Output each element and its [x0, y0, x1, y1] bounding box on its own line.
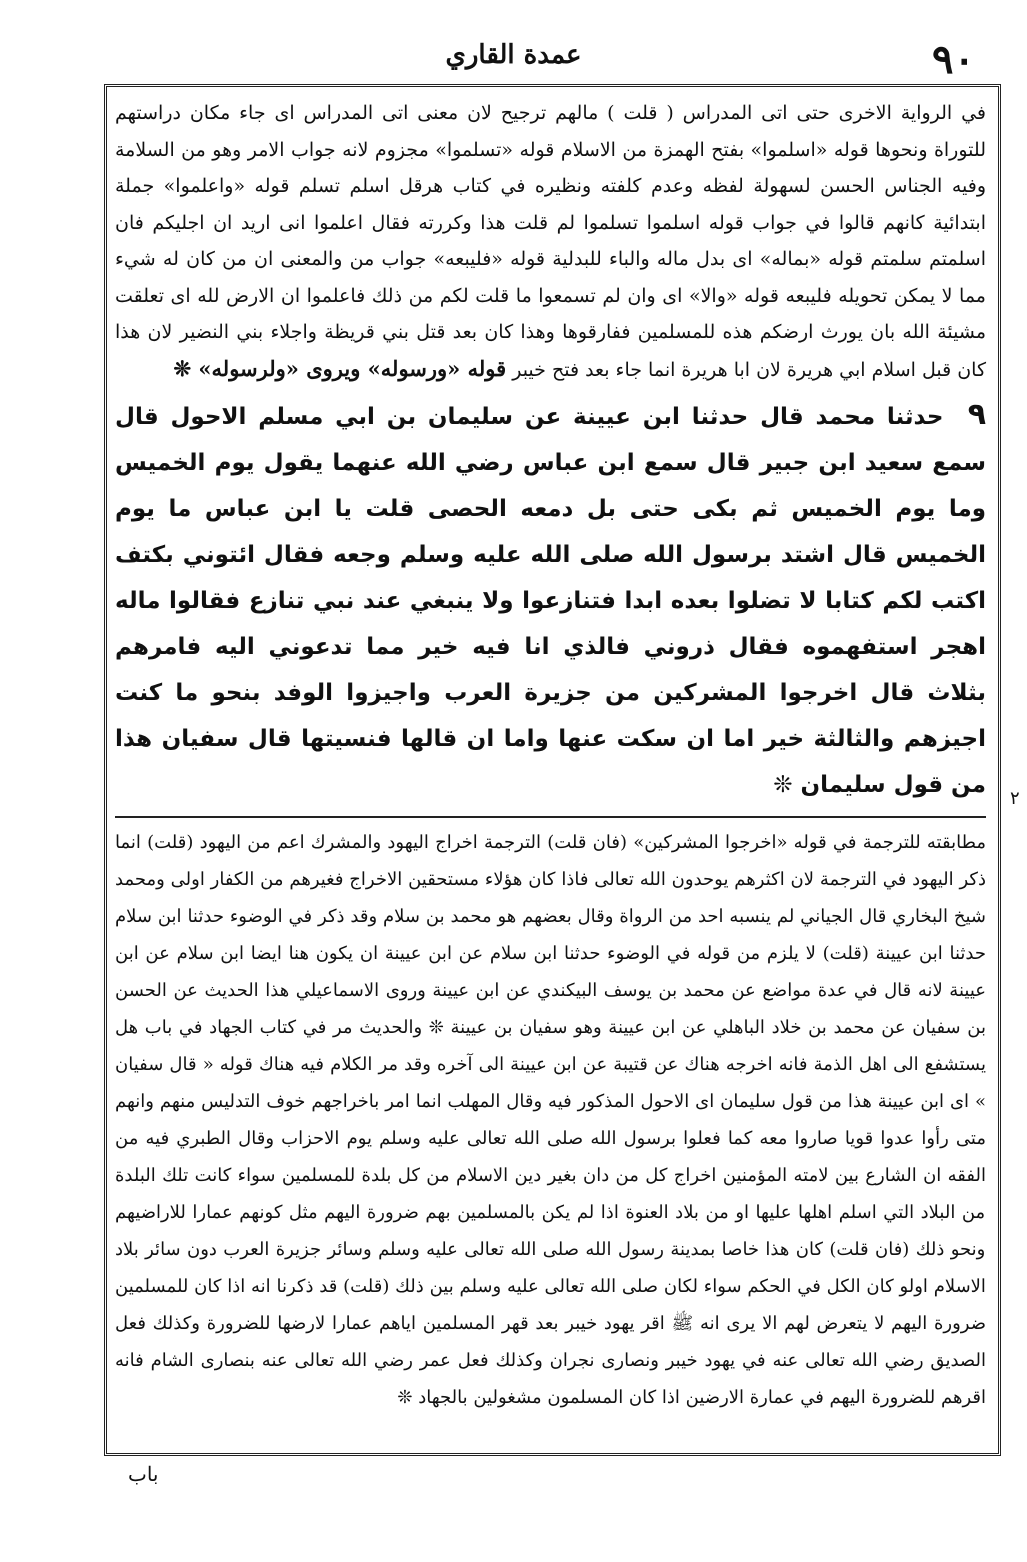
commentary-line: في الرواية الاخرى حتى اتى المدراس ( قلت ) مالهم ترجيح لان معنى اتى المدراس اى جاء مكان دراستهم للتوراة — [115, 102, 986, 161]
commentary-line: وهذا كان بعد قتل بني قريظة واجلاء بني النضير لان هذا كان قبل اسلام ابي هريرة لان ابا هريرة انما جاء بعد فتح خيبر — [115, 321, 986, 381]
sharh-line: فعل الصديق رضي الله تعالى عنه في يهود خيبر ونصارى نجران وكذلك فعل عمر رضي الله تعالى عنه بنصارى الشام — [115, 1313, 986, 1371]
sharh-line: الحسن بن سفيان عن محمد بن خلاد الباهلي عن ابن عيينة وهو سفيان بن عيينة ❊ والحديث مر في كتاب الجهاد في باب — [115, 980, 986, 1038]
sharh-line: ضرورة اليهم لا يتعرض لهم الا يرى انه ﷺ اقر يهود خيبر بعد قهر المسلمين اياهم عمارا لارضها للضرورة وكذلك — [145, 1313, 986, 1334]
commentary-block — [115, 95, 986, 388]
sharh-line: فيه من الفقه ان الشارع بين لامته المؤمنين اخراج كل من دان بغير دين الاسلام من كل بلدة للمسلمين سواء كانت تلك — [115, 1128, 986, 1186]
separator-rule — [115, 816, 986, 818]
margin-mark: ٢ — [1010, 788, 1020, 809]
commentary-line: وان لم تسمعوا ما قلت لكم من ذلك فاعلموا ان الارض لله اى تعلقت مشيئة الله بان يورث ارضكم هذه للمسلمين ففارقوها — [115, 284, 986, 343]
sharh-line: سفيان » اى ابن عيينة هذا من قول سليمان اى الاحول المذكور فيه وقال المهلب انما امر باخراجهم خوف التدليس منهم — [115, 1054, 986, 1112]
sharh-line: فانه اقرهم للضرورة اليهم في عمارة الارضين اذا كان المسلمون مشغولين بالجهاد ❊ — [115, 1350, 986, 1408]
commentary-line: قوله «ورسوله» ويروى «ولرسوله» ❊ — [173, 355, 507, 381]
hadith-block — [115, 392, 986, 808]
sharh-line: هل يستشفع الى اهل الذمة فانه اخرجه هناك عن قتيبة عن ابن عيينة الى آخره وقد مر الكلام فيه هناك قوله « قال — [115, 1017, 986, 1075]
commentary-line: في جواب قوله اسلموا تسلموا لم قلت هذا وكررته فقال اعلموا انى اريد ان اجليكم فان اسلمتم سلمتم قوله «بماله» اى — [115, 211, 986, 270]
catchword: باب — [128, 1462, 159, 1486]
sharh-line: الاسلام اولو كان الكل في الحكم سواء لكان صلى الله تعالى عليه وسلم بين ذلك (قلت) قد ذكرنا انه اذا كان للمسلمين — [115, 1276, 986, 1297]
sharh-line: ونحو ذلك (فان قلت) كان هذا خاصا بمدينة رسول الله صلى الله تعالى عليه وسلم وسائر جزيرة العرب دون سائر بلاد — [115, 1239, 986, 1260]
hadith-number: ٩ — [953, 397, 986, 432]
sharh-line: وانهم متى رأوا عدوا قويا صاروا معه كما فعلوا برسول الله صلى الله تعالى عليه وسلم يوم الاحزاب وقال الطبري — [115, 1091, 986, 1149]
sharh-line: انما ذكر اليهود في الترجمة لان اكثرهم يوحدون الله تعالى فاذا كان هؤلاء مستحقين الاخراج فغيرهم من الكفار اولى — [115, 832, 986, 890]
sharh-line: البلدة من البلاد التي اسلم اهلها عليها او من بلاد العنوة اذا لم يكن بالمسلمين بهم ضرورة اليهم مثل كونهم عمارا للاراضيهم — [115, 1165, 986, 1223]
sharh-line: ابن سلام حدثنا ابن عيينة (قلت) لا يلزم من قوله في الوضوء حدثنا ابن سلام عن ابن عيينة ان يكون هنا ايضا ابن سلام — [115, 906, 986, 964]
hadith-text: حدثنا محمد قال حدثنا ابن عيينة عن سليمان بن ابي مسلم الاحول قال سمع سعيد ابن جبير قال سمع ابن عباس رضي الله عنهما يقول يوم الخميس وما يوم الخميس ثم بكى حتى بل دمعه الحصى قلت يا ابن عباس ما يوم الخميس قال اشتد برسول الله صلى الله عليه وسلم وجعه فقال ائتوني بكتف اكتب لكم كتابا لا تضلوا بعده ابدا فتنازعوا ولا ينبغي عند نبي تنازع فقالوا ماله اهجر استفهموه فقال ذروني فالذي انا فيه خير مما تدعوني اليه فامرهم بثلاث قال اخرجوا المشركين من جزيرة العرب واجيزوا الوفد بنحو ما كنت اجيزهم والثالثة خير اما ان سكت عنها واما ان قالها فنسيتها قال سفيان هذا من قول سليمان ❊ — [115, 404, 986, 798]
sharh-line: ومحمد شيخ البخاري قال الجياني لم ينسبه احد من الرواة وقال بعضهم هو محمد بن سلام وقد ذكر في الوضوء حدثنا — [115, 869, 986, 927]
sharh-line: مطابقته للترجمة في قوله «اخرجوا المشركين» (فان قلت) الترجمة اخراج اليهود والمشرك اعم من اليهود (قلت) — [140, 832, 986, 853]
commentary-line: بدل ماله والباء للبدلية قوله «فليبعه» جواب من والمعنى ان من كان له شيء مما لا يمكن تحويله فليبعه قوله «والا» اى — [115, 248, 986, 307]
page-number: ٩٠ — [932, 36, 975, 83]
page-header — [0, 30, 1027, 85]
text-frame — [104, 84, 1001, 1456]
text-body — [115, 95, 986, 1443]
commentary-line: الجناس الحسن لسهولة لفظه وعدم كلفته ونظيره في كتاب هرقل اسلم تسلم قوله «واعلموا» جملة ابتدائية كانهم قالوا — [115, 175, 986, 234]
sharh-line: عن ابن عيينة لانه قال في عدة مواضع عن محمد بن يوسف البيكندي عن ابن عيينة وروى الاسماعيلي هذا الحديث عن — [115, 943, 986, 1001]
running-title: عمدة القاري — [445, 40, 582, 70]
commentary-line: ونحوها قوله «اسلموا» بفتح الهمزة من الاسلام قوله «تسلموا» مجزوم لانه جواب الامر وهو من السلامة وفيه — [115, 138, 986, 197]
sharh-block — [115, 824, 986, 1416]
